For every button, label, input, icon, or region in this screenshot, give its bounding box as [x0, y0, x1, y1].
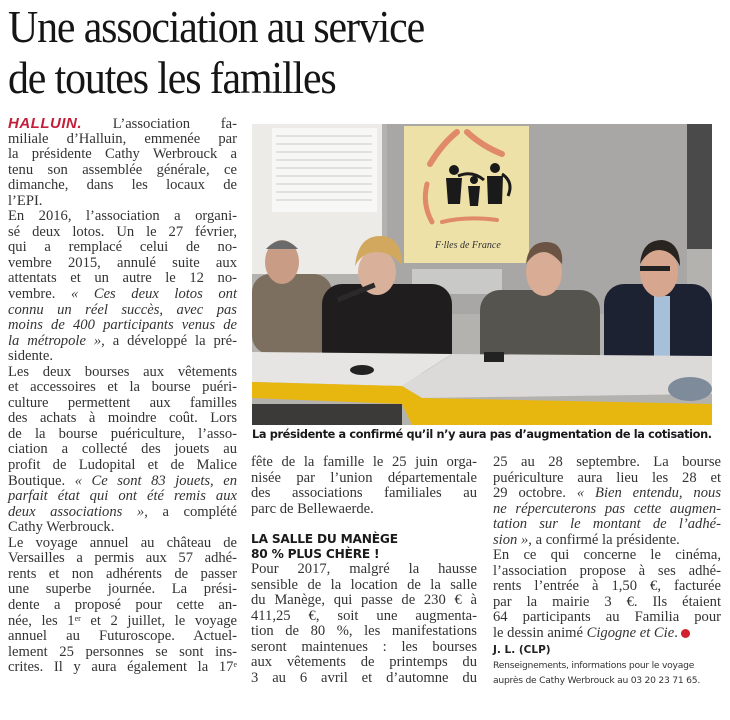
article-column-3 [493, 455, 721, 688]
text-line: puériculture aura lieu les 28 et [493, 469, 721, 486]
text-line: vembre. « Ces deux lotos ont [8, 286, 237, 303]
text-line: rents l’entrée à 1,50 €, facturée [493, 578, 721, 595]
text-line: tenu son assemblée générale, ce [8, 161, 237, 178]
quote: « Ce sont 83 jouets, en [65, 472, 237, 489]
info-line-2: auprès de Cathy Werbrouck au 03 20 23 71 65. [493, 674, 700, 686]
text-line: 411,25 €, soit une augmenta- [251, 607, 477, 624]
projected-table [272, 128, 377, 212]
glasses [640, 266, 670, 271]
spacer [251, 517, 477, 532]
quote-line: moins de 400 participants venus de [8, 317, 237, 334]
text-line: seront maintenues : les bourses [251, 638, 477, 655]
text-line: lement 25 personnes se sont ins- [8, 643, 237, 660]
headline-line-1: Une association au service [8, 2, 425, 52]
text-line: En 2016, l’association a organi- [8, 208, 237, 225]
quote: « Ces deux lotos ont [55, 286, 237, 303]
table-object [350, 365, 374, 375]
text-line: rents et non adhérents de passer [8, 565, 237, 582]
headline-line-2: de toutes les familles [8, 53, 336, 103]
text-line: la présidente Cathy Werbrouck a [8, 146, 237, 163]
end-of-article-dot-icon [681, 629, 690, 638]
text-line: Pour 2017, malgré la hausse [251, 561, 477, 578]
info-line-1: Renseignements, informations pour le voyage [493, 659, 695, 671]
text-line: sidente. [8, 348, 53, 365]
text-line: la métropole », a développé la pré- [8, 332, 238, 349]
text-line: l’association propose à ses adhé- [493, 562, 721, 579]
text-line: miliale d’Halluin, emmenée par [8, 130, 237, 147]
article-photo [252, 124, 712, 425]
text-line: aux vêtements de printemps du [251, 654, 477, 671]
table-shadow [252, 404, 402, 425]
text-line: le dessin animé Cigogne et Cie. [493, 626, 721, 642]
text-line: une superbe journée. La prési- [8, 581, 237, 598]
text-line: attentats et un autre le 12 no- [8, 270, 237, 287]
text-line: née, les 1er et 2 juillet, le voyage [8, 612, 237, 629]
text-line: des achats à moindre coût. Lors [8, 410, 237, 427]
quote: « Bien entendu, nous [565, 485, 721, 502]
text-line: 29 octobre. « Bien entendu, nous [493, 485, 721, 502]
table-top-right [402, 354, 712, 398]
text-line: du Manège, qui passe de 230 € à [251, 592, 477, 609]
article-column-1 [8, 116, 237, 676]
text-line: culture permettent aux familles [8, 394, 237, 411]
article-column-2 [251, 455, 477, 687]
text-line: et accessoires et la bourse puéri- [8, 379, 237, 396]
film-title: Cigogne et Cie [586, 625, 675, 642]
text-line: dente a proposé pour cette an- [8, 596, 237, 613]
scarf [668, 377, 712, 401]
quote-line: ne répercuterons pas cette augmen- [493, 500, 721, 517]
text-line: par la mairie 3 €. Ils étaient [493, 593, 721, 610]
text-line: tion de 80 %, les manifestations [251, 623, 477, 640]
quote: sion » [493, 531, 529, 548]
text-line: Les deux bourses aux vêtements [8, 363, 237, 380]
blackboard [687, 124, 712, 249]
text-line: sé deux lotos. Un le 27 février, [8, 223, 237, 240]
sign-lettering: F·lles de France [435, 240, 501, 251]
text-line: sensible de la location de la salle [251, 576, 477, 593]
text-line: sion », a confirmé la présidente. [493, 531, 680, 548]
text-line: 3 au 6 avril et d’automne du [251, 670, 477, 687]
subheading-line-2: 80 % PLUS CHÈRE ! [251, 547, 380, 562]
text-line: qui a remplacé celui de no- [8, 239, 237, 256]
text-line: de la bourse puériculture, l’asso- [8, 425, 237, 442]
text-line: crites. Il y aura également la 17e [8, 659, 237, 676]
text-line: nisée par l’union départementale [251, 469, 477, 486]
photo-illustration [252, 124, 712, 425]
text-line: Versailles a permis aux 57 adhé- [8, 550, 237, 567]
subheading-line-1: LA SALLE DU MANÈGE [251, 532, 398, 547]
text-line: Cathy Werbrouck. [8, 519, 115, 536]
text-line: deux associations », a complété [8, 503, 237, 520]
quote-line: tation sur le montant de l’adhé- [493, 516, 721, 533]
text-line: 64 participants au Familia pour [493, 609, 721, 626]
text-line: Le voyage annuel au château de [8, 534, 237, 551]
quote-line: parfait état qui ont été remis aux [8, 488, 237, 505]
dateline-kicker: HALLUIN. [8, 115, 82, 132]
text-line: Boutique. « Ce sont 83 jouets, en [8, 472, 237, 489]
text-line: l’EPI. [8, 192, 43, 209]
text-line: profit de Ludopital et de Malice [8, 457, 237, 474]
text-line: vembre 2015, annulé suite aux [8, 254, 237, 271]
phone-in-hand [484, 352, 504, 362]
article-headline [8, 2, 659, 104]
text-line: HALLUIN. L’association fa- [8, 115, 237, 132]
photo-caption: La présidente a confirmé qu’il n’y aura pas d’augmentation de la cotisation. [252, 428, 712, 441]
quote-line: connu un réel succès, avec pas [8, 301, 237, 318]
text-line: ciation a collecté des jouets au [8, 441, 237, 458]
text-line: parc de Bellewaerde. [251, 500, 374, 517]
text-line: des associations familiales au [251, 485, 477, 502]
text-line: 25 au 28 septembre. La bourse [493, 454, 721, 470]
text-line: En ce qui concerne le cinéma, [493, 547, 721, 564]
quote: la métropole » [8, 332, 102, 349]
quote: deux associations » [8, 503, 145, 520]
text-line: fête de la famille le 25 juin orga- [251, 454, 477, 470]
text-line: annuel au Futuroscope. Actuel- [8, 628, 237, 645]
text-line: dimanche, dans les locaux de [8, 177, 237, 194]
author-signature: J. L. (CLP) [493, 643, 551, 656]
